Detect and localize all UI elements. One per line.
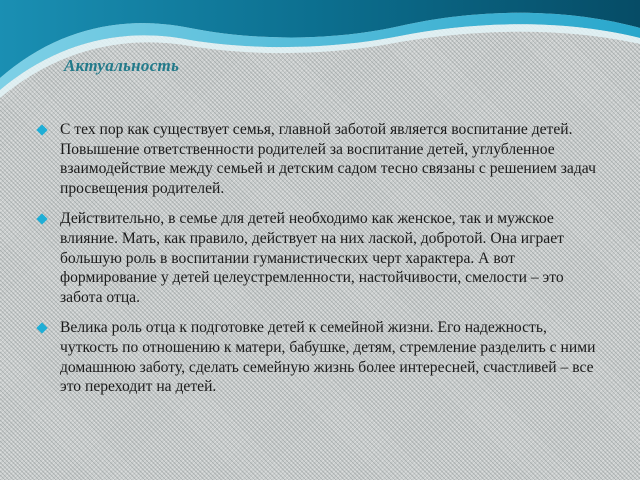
bullet-icon	[36, 124, 47, 135]
list-item	[34, 318, 604, 396]
paragraph-text: С тех пор как существует семья, главной заботой является воспитание детей. Повышение ответственности родителей за воспитание детей, углубленное взаимодействие между семьей и детским садом тесно связаны с решением задач просвещения родителей.	[60, 121, 596, 197]
list-item	[34, 120, 604, 198]
bullet-icon	[36, 323, 47, 334]
list-item	[34, 209, 604, 307]
slide-title: Актуальность	[64, 56, 180, 75]
bullet-list	[34, 120, 604, 408]
wave-decoration	[0, 0, 640, 110]
bullet-icon	[36, 214, 47, 225]
paragraph-text: Действительно, в семье для детей необходимо как женское, так и мужское влияние. Мать, как правило, действует на них лаской, добротой. Она играет большую роль в воспитании гуманистических черт характера. А вот формирование у детей целеустремленности, настойчивости, смелости – это забота отца.	[60, 210, 564, 306]
paragraph-text: Велика роль отца к подготовке детей к семейной жизни. Его надежность, чуткость по отношению к матери, бабушке, детям, стремление разделить с ними домашнюю заботу, сделать семейную жизнь более интересней, счастливей – все это переходит на детей.	[60, 319, 596, 396]
